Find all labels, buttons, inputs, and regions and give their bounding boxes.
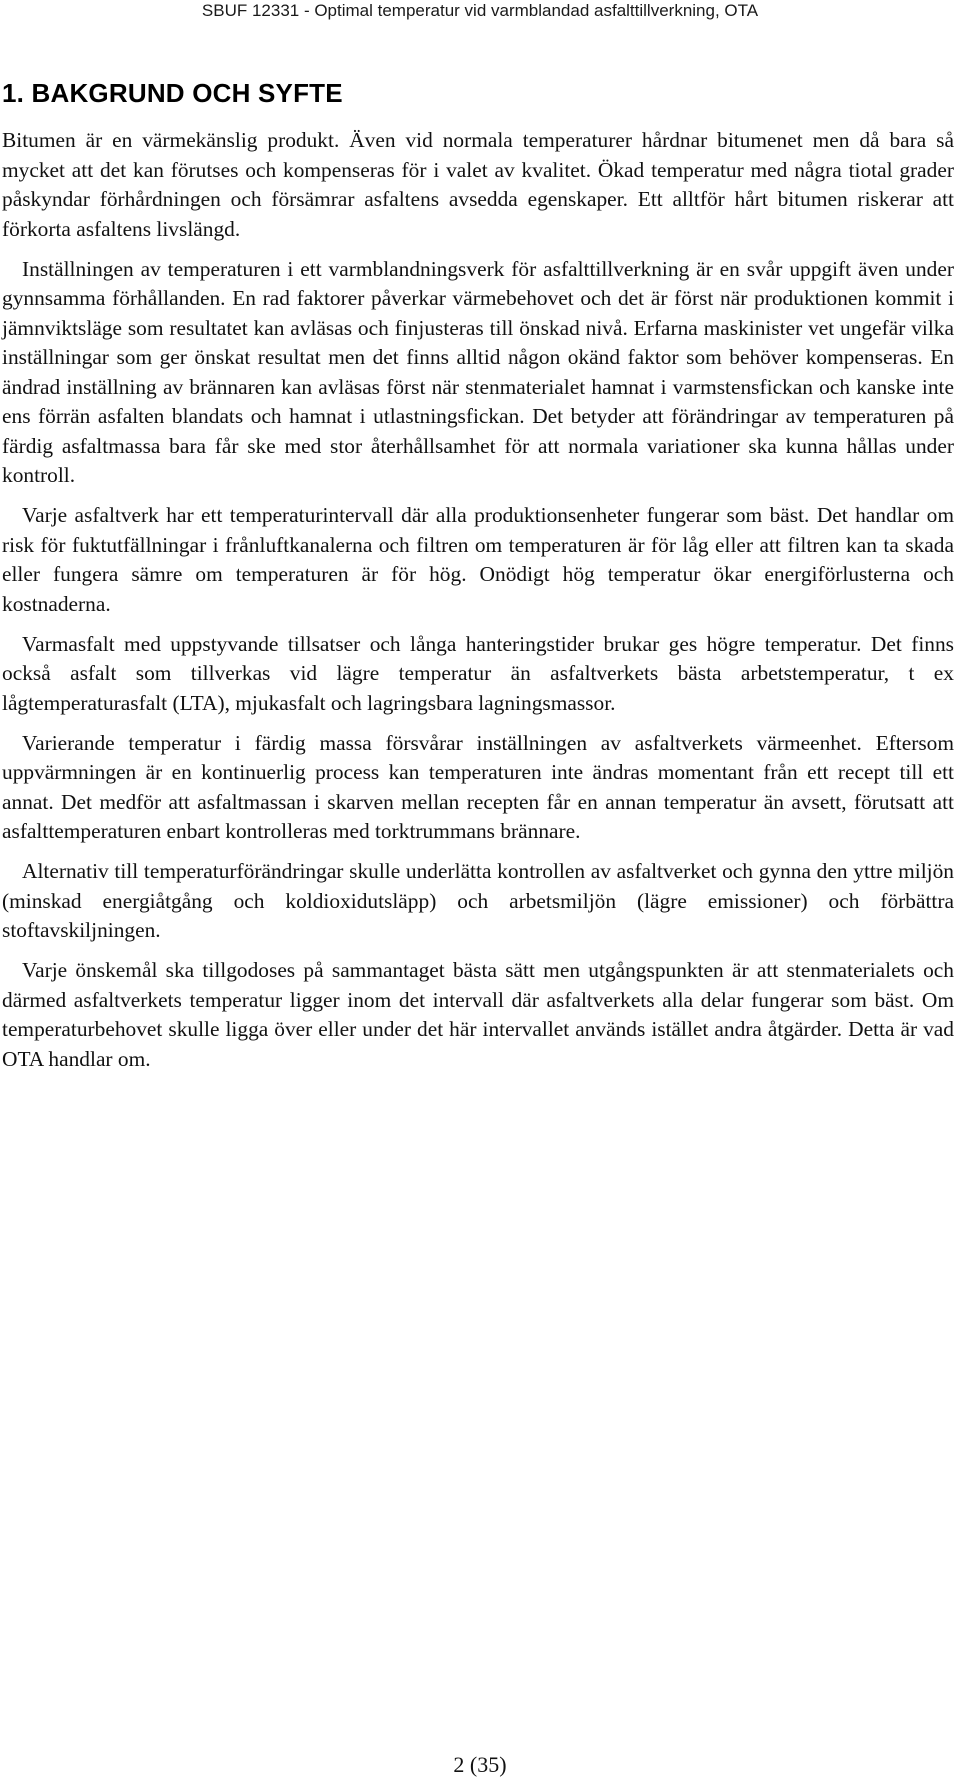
paragraph: Varmasfalt med uppstyvande tillsatser och långa hanteringstider brukar ges högre temperatur. Det finns också asfalt som tillverkas vid lägre temperatur än asfaltverkets bästa arbetstemperatur, t ex lågtemperaturasfalt (LTA), mjukasfalt och lagringsbara lagningsmassor. xyxy=(2,631,954,715)
paragraph: Bitumen är en värmekänslig produkt. Även vid normala temperaturer hårdnar bitumenet men då bara så mycket att det kan förutses och kompenseras för i valet av kvalitet. Ökad temperatur med några tiotal grader påskyndar förhårdningen och försämrar asfaltens avsedda egenskaper. Ett alltför hårt bitumen riskerar att förkorta asfaltens livslängd. xyxy=(2,128,954,241)
paragraph: Varje asfaltverk har ett temperaturintervall där alla produktionsenheter fungerar som bäst. Det handlar om risk för fuktutfällningar i frånluftkanalerna och filtren om temperaturen är för låg eller att filtren kan ta skada eller fungera sämre om temperaturen är för hög. Onödigt hög temperatur ökar energiförlusterna och kostnaderna. xyxy=(2,503,954,616)
paragraph: Varje önskemål ska tillgodoses på sammantaget bästa sätt men utgångspunkten är att stenmaterialets och därmed asfaltverkets temperatur ligger inom det intervall där asfaltverkets alla delar fungerar som bäst. Om temperaturbehovet skulle ligga över eller under det här intervallet används istället andra åtgärder. Detta är vad OTA handlar om. xyxy=(2,958,954,1071)
paragraph: Alternativ till temperaturförändringar skulle underlätta kontrollen av asfaltverket och gynna den yttre miljön (minskad energiåtgång och koldioxidutsläpp) och arbetsmiljön (lägre emissioner) och förbättra stoftavskiljningen. xyxy=(2,859,954,942)
page-number: 2 (35) xyxy=(453,1752,507,1777)
paragraph: Inställningen av temperaturen i ett varmblandningsverk för asfalttillverkning är en svår uppgift även under gynnsamma förhållanden. En rad faktorer påverkar värmebehovet och det är först när produktionen kommit i jämnviktsläge som resultatet kan avläsas och finjusteras till önskad nivå. Erfarna maskinister vet ungefär vilka inställningar som ger önskat resultat men det finns alltid någon okänd faktor som behöver kompenseras. En ändrad inställning av brännaren kan avläsas först när stenmaterialet hamnat i varmstensfickan och kanske inte ens förrän asfalten blandats och hamnat i utlastningsfickan. Det betyder att förändringar av temperaturen på färdig asfaltmassa bara får ske med stor återhållsamhet för att normala variationer ska kunna hållas under kontroll. xyxy=(2,256,954,487)
body-text xyxy=(2,126,954,1085)
paragraph: Varierande temperatur i färdig massa försvårar inställningen av asfaltverkets värmeenhet. Eftersom uppvärmningen är en kontinuerlig process kan temperaturen inte ändras momentant från ett recept till ett annat. Det medför att asfaltmassan i skarven mellan recepten får en annan temperatur än avsett, förutsatt att asfalttemperaturen enbart kontrolleras med torktrummans brännare. xyxy=(2,730,954,843)
running-header: SBUF 12331 - Optimal temperatur vid varmblandad asfalttillverkning, OTA xyxy=(201,1,759,20)
section-title: 1. BAKGRUND OCH SYFTE xyxy=(2,78,343,108)
